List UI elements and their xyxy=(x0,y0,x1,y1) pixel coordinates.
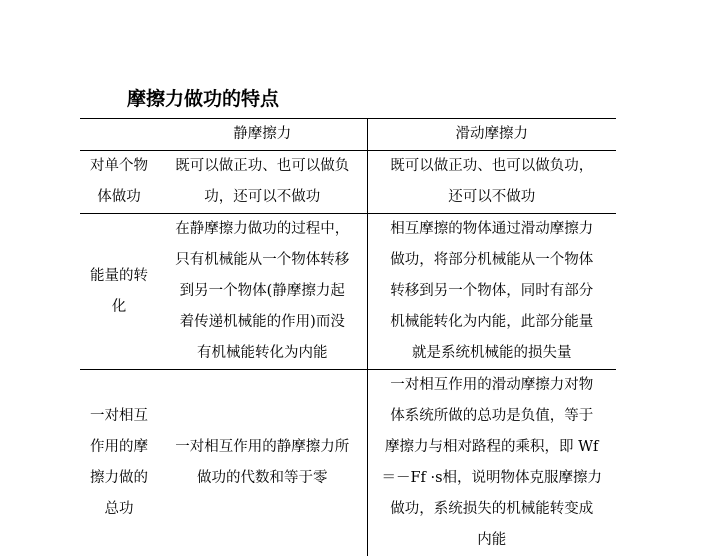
table-row xyxy=(80,370,616,556)
sliding-single-object: 既可以做正功、也可以做负功， 还可以不做功 xyxy=(367,151,616,214)
table-row xyxy=(80,214,616,370)
row-label-energy-conversion: 能量的转 化 xyxy=(80,214,158,370)
table-header-row xyxy=(80,119,616,151)
sliding-total-work: 一对相互作用的滑动摩擦力对物 体系统所做的总功是负值，等于 摩擦力与相对路程的乘积，即 Wf ＝－Ff ·s相，说明物体克服摩擦力 做功，系统损失的机械能转变成 内能 xyxy=(367,370,616,556)
header-empty xyxy=(80,119,158,151)
page-title: 摩擦力做功的特点 xyxy=(127,84,279,111)
comparison-table xyxy=(80,118,616,556)
row-label-total-work: 一对相互 作用的摩 擦力做的 总功 xyxy=(80,370,158,556)
static-total-work: 一对相互作用的静摩擦力所 做功的代数和等于零 xyxy=(158,370,367,556)
table-row xyxy=(80,151,616,214)
static-single-object: 既可以做正功、也可以做负 功，还可以不做功 xyxy=(158,151,367,214)
row-label-single-object: 对单个物 体做功 xyxy=(80,151,158,214)
header-sliding-friction: 滑动摩擦力 xyxy=(367,119,616,151)
static-energy-conversion: 在静摩擦力做功的过程中， 只有机械能从一个物体转移 到另一个物体(静摩擦力起 着传递机械能的作用)而没 有机械能转化为内能 xyxy=(158,214,367,370)
header-static-friction: 静摩擦力 xyxy=(158,119,367,151)
sliding-energy-conversion: 相互摩擦的物体通过滑动摩擦力 做功，将部分机械能从一个物体 转移到另一个物体，同时有部分 机械能转化为内能，此部分能量 就是系统机械能的损失量 xyxy=(367,214,616,370)
